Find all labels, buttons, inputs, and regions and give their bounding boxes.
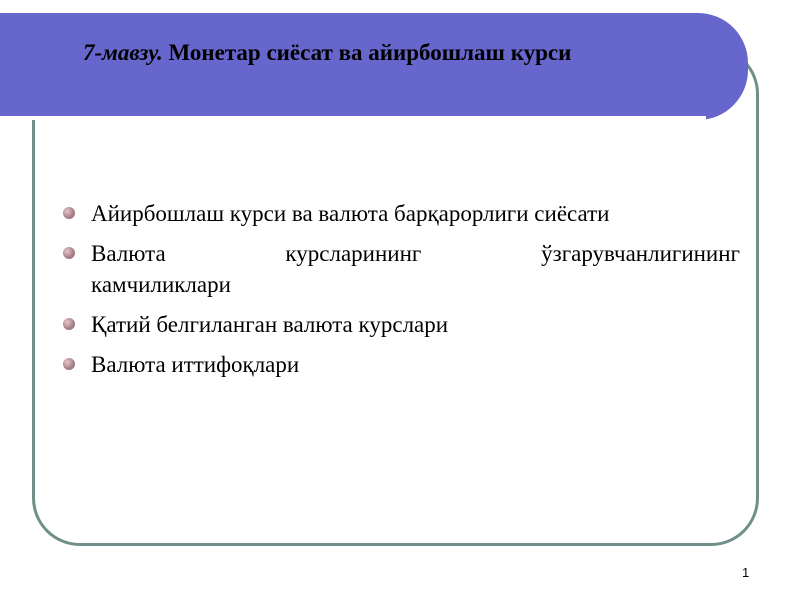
bullet-item (62, 238, 740, 300)
bullet-text-line-2: камчиликлари (91, 272, 231, 297)
bullet-item (62, 309, 740, 340)
bullet-icon (63, 207, 75, 219)
bullet-text: Валюта иттифоқлари (91, 352, 300, 377)
bullet-text: Айирбошлаш курси ва валюта барқарорлиги сиёсати (91, 201, 610, 226)
bullet-list (62, 198, 740, 389)
slide-topic-label: 7-мавзу. (83, 40, 163, 65)
bullet-text: Қатий белгиланган валюта курслари (91, 312, 449, 337)
bullet-text-line-1: Валюта курсларининг ўзгарувчанлигининг (91, 241, 740, 266)
bullet-icon (63, 247, 75, 259)
bullet-icon (63, 358, 75, 370)
slide-number: 1 (742, 565, 750, 580)
title-bar (0, 13, 748, 120)
bullet-item (62, 349, 740, 380)
title-underline (0, 116, 706, 120)
bullet-icon (63, 318, 75, 330)
slide-title (83, 40, 571, 66)
slide-title-text: Монетар сиёсат ва айирбошлаш курси (168, 40, 572, 65)
bullet-item (62, 198, 740, 229)
